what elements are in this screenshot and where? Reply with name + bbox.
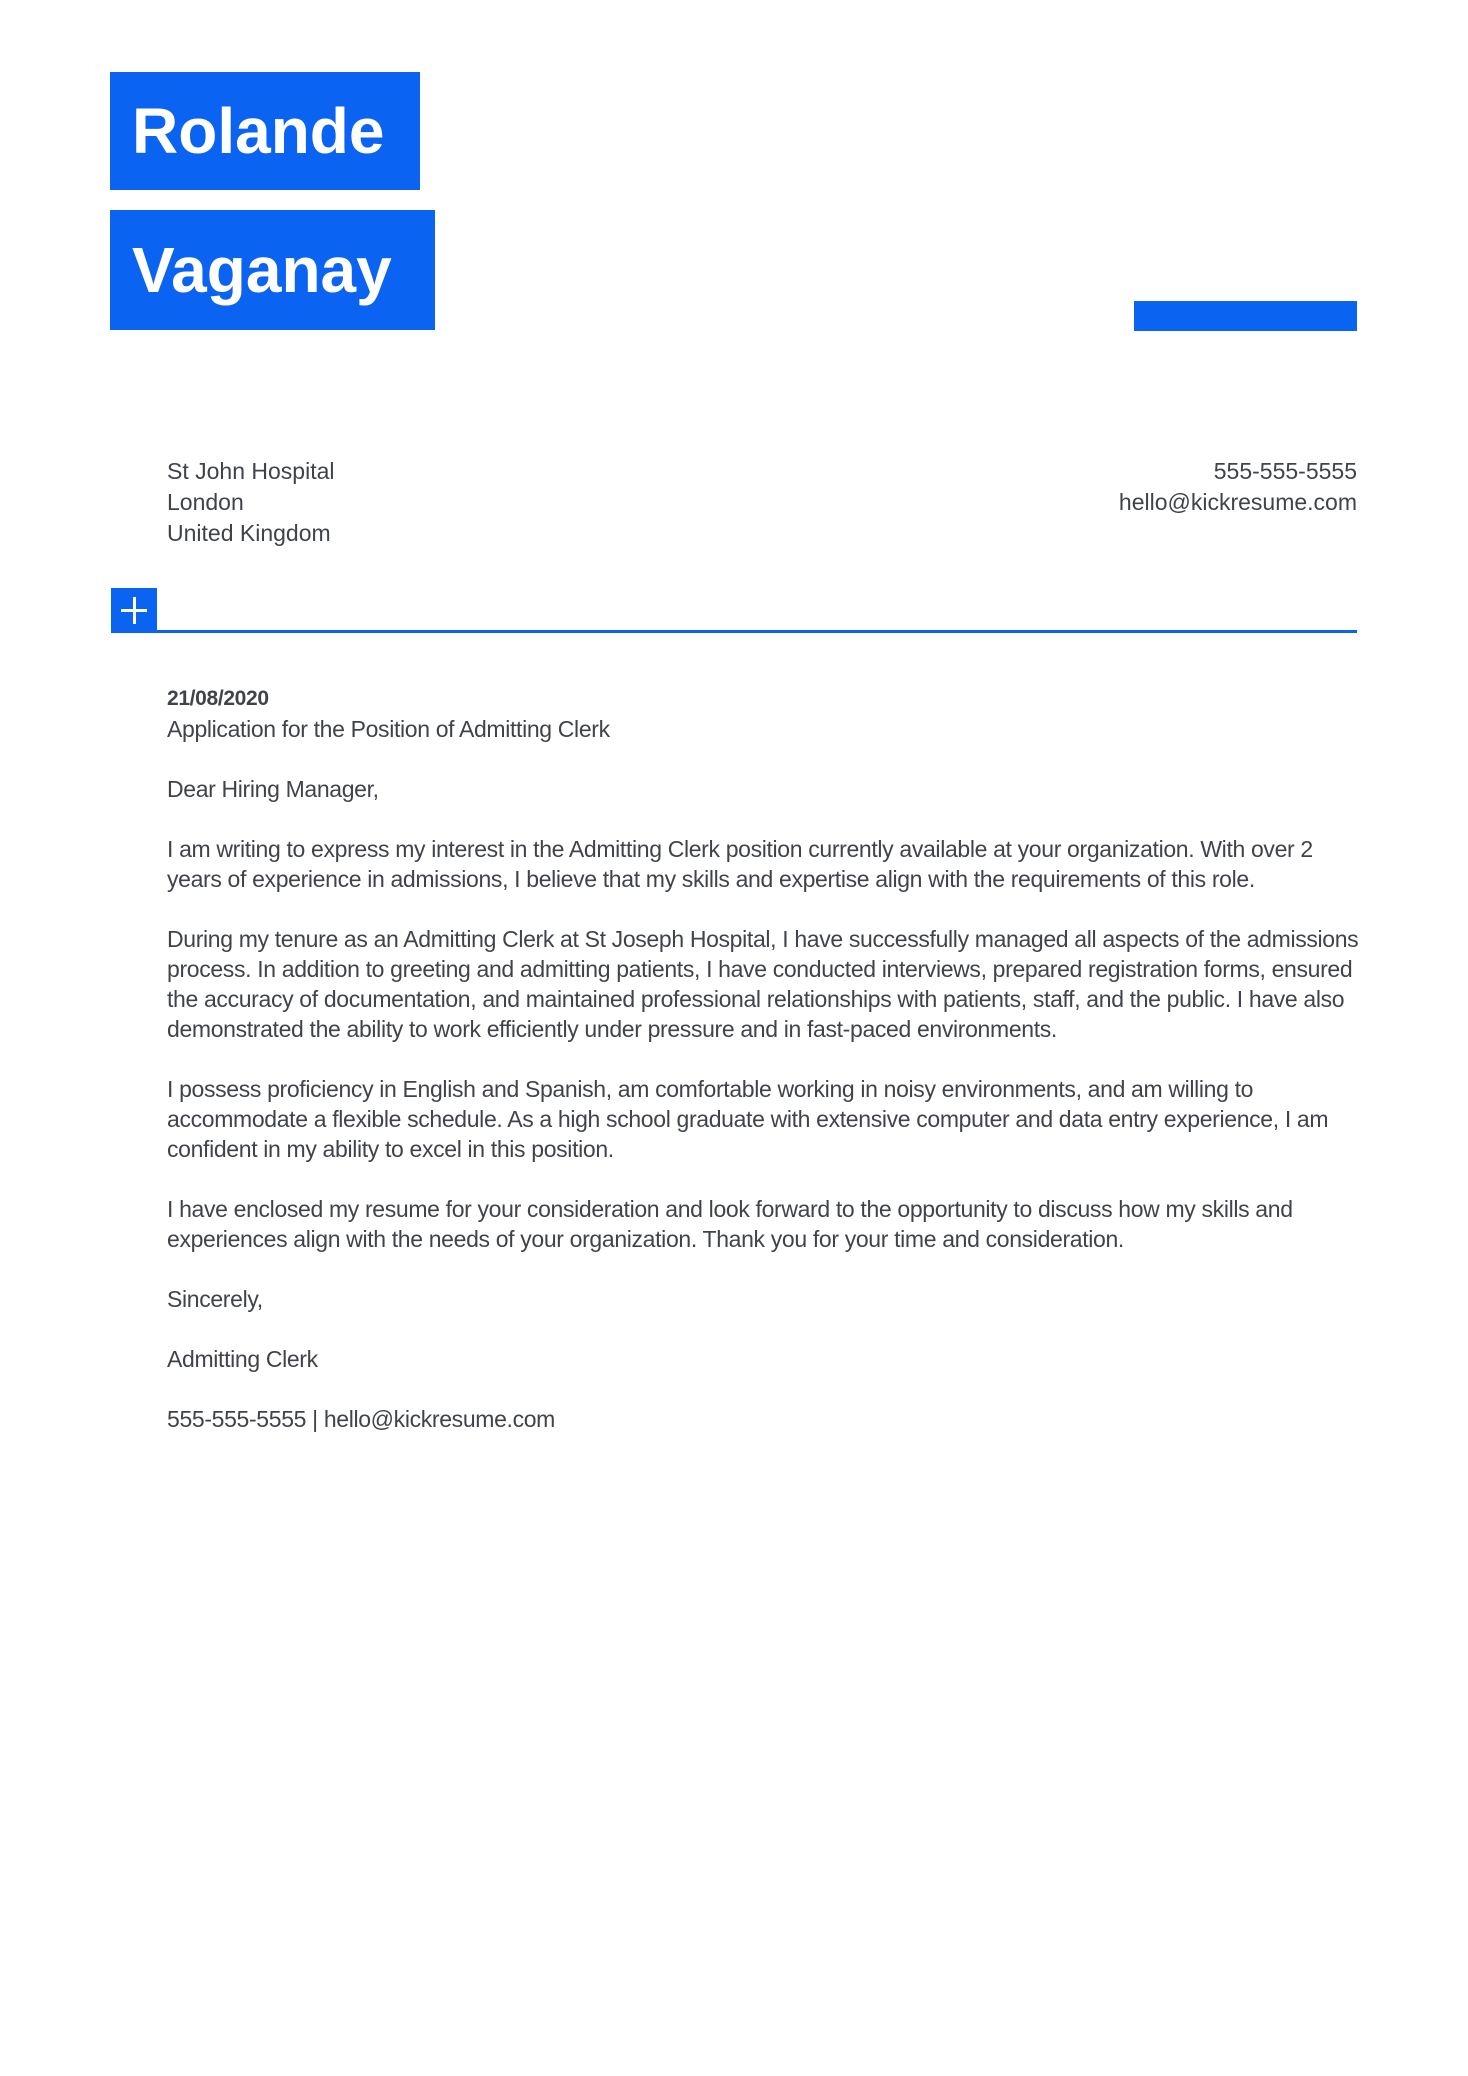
letter-closing: Sincerely, <box>167 1286 263 1312</box>
letter-salutation: Dear Hiring Manager, <box>167 776 379 802</box>
letter-signature: Admitting Clerk <box>167 1346 318 1372</box>
letter-paragraph: I possess proficiency in English and Spanish, am comfortable working in noisy environments, and am willing to accommodate a flexible schedule. As a high school graduate with extensive computer and data entry experience, I am confident in my ability to excel in this position. <box>167 1076 1329 1162</box>
sender-email: hello@kickresume.com <box>1118 489 1357 515</box>
letter-subject: Application for the Position of Admitting Clerk <box>167 716 610 742</box>
recipient-country: United Kingdom <box>167 520 331 546</box>
letter-date: 21/08/2020 <box>167 687 269 710</box>
letter-body <box>167 684 1363 1434</box>
letter-paragraph: During my tenure as an Admitting Clerk at St Joseph Hospital, I have successfully managed all aspects of the admissions process. In addition to greeting and admitting patients, I have conducted interviews, prepared registration forms, ensured the accuracy of documentation, and maintained professional relationships with patients, staff, and the public. I have also demonstrated the ability to work efficiently under pressure and in fast-paced environments. <box>167 926 1359 1042</box>
first-name-text: Rolande <box>132 95 385 167</box>
letter-footer-contact: 555-555-5555 | hello@kickresume.com <box>167 1406 555 1432</box>
plus-icon <box>111 588 157 633</box>
first-name-banner <box>110 72 420 190</box>
letter-paragraph: I am writing to express my interest in the Admitting Clerk position currently available at your organization. With over 2 years of experience in admissions, I believe that my skills and expertise align with the requirements of this role. <box>167 836 1313 892</box>
recipient-address-block <box>167 456 334 549</box>
last-name-text: Vaganay <box>132 234 392 306</box>
sender-contact-block <box>1119 456 1357 518</box>
recipient-city: London <box>167 489 244 515</box>
last-name-banner <box>110 210 435 330</box>
plus-icon-vertical-bar <box>133 597 136 624</box>
recipient-company: St John Hospital <box>167 458 335 484</box>
letter-paragraph: I have enclosed my resume for your consideration and look forward to the opportunity to discuss how my skills and experiences align with the needs of your organization. Thank you for your time and consideration. <box>167 1196 1293 1252</box>
sender-phone: 555-555-5555 <box>1213 458 1357 484</box>
section-divider-line <box>111 630 1357 633</box>
header-accent-bar <box>1134 301 1357 331</box>
